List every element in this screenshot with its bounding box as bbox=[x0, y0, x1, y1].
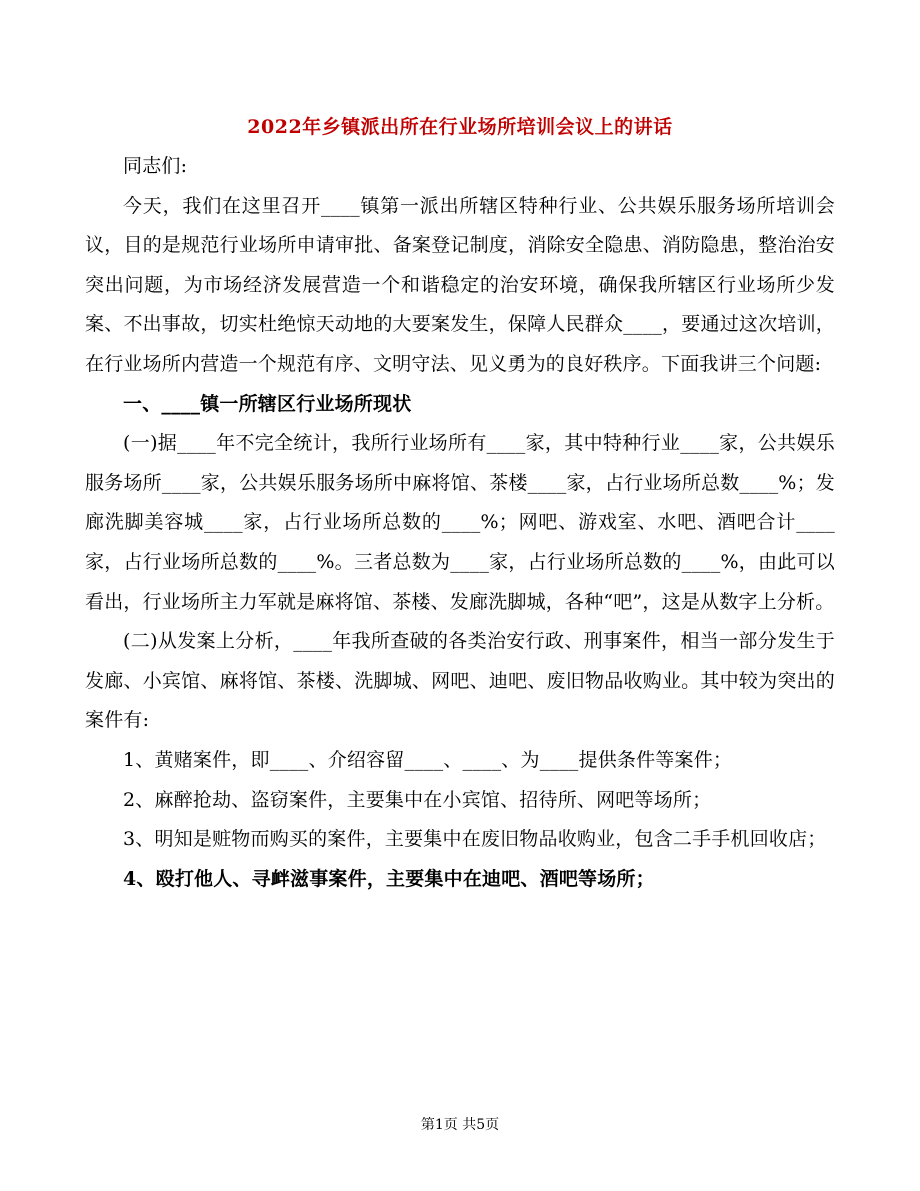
case-item-1: 1、黄赌案件，即____、介绍容留____、____、为____提供条件等案件； bbox=[123, 748, 733, 771]
case-item-3: 3、明知是赃物而购买的案件，主要集中在废旧物品收购业，包含二手手机回收店； bbox=[123, 828, 827, 851]
greeting-paragraph: 同志们: bbox=[123, 155, 188, 177]
case-item-2: 2、麻醉抢劫、盗窃案件，主要集中在小宾馆、招待所、网吧等场所； bbox=[123, 788, 712, 811]
section-heading: 一、____镇一所辖区行业场所现状 bbox=[123, 392, 412, 415]
page-number: 第1页 共5页 bbox=[420, 1117, 500, 1133]
case-analysis-paragraph: (二)从发案上分析，____年我所查破的各类治安行政、刑事案件，相当一部分发生于发廊、小宾馆、麻将馆、茶楼、洗脚城、网吧、迪吧、废旧物品收购业。其中较为突出的案件有: bbox=[85, 630, 835, 732]
document-title: 2022年乡镇派出所在行业场所培训会议上的讲话 bbox=[247, 116, 673, 138]
case-item-4: 4、殴打他人、寻衅滋事案件，主要集中在迪吧、酒吧等场所； bbox=[123, 867, 655, 890]
statistics-paragraph: (一)据____年不完全统计，我所行业场所有____家，其中特种行业____家，公共娱乐服务场所____家，公共娱乐服务场所中麻将馆、茶楼____家，占行业场所总数____%；发廊洗脚美容城____家，占行业场所总数的____%；网吧、游戏室、水吧、酒吧合计____家，占行业场所总数的____%。三者总数为____家，占行业场所总数的____%，由此可以看出，行业场所主力军就是麻将馆、茶楼、发廊洗脚城，各种“吧”，这是从数字上分析。 bbox=[85, 432, 835, 613]
intro-paragraph: 今天，我们在这里召开____镇第一派出所辖区特种行业、公共娱乐服务场所培训会议，目的是规范行业场所申请审批、备案登记制度，消除安全隐患、消防隐患，整治治安突出问题，为市场经济发展营造一个和谐稳定的治安环境，确保我所辖区行业场所少发案、不出事故，切实杜绝惊天动地的大要案发生，保障人民群众____，要通过这次培训，在行业场所内营造一个规范有序、文明守法、见义勇为的良好秩序。下面我讲三个问题: bbox=[85, 194, 835, 375]
document-body bbox=[85, 147, 835, 899]
